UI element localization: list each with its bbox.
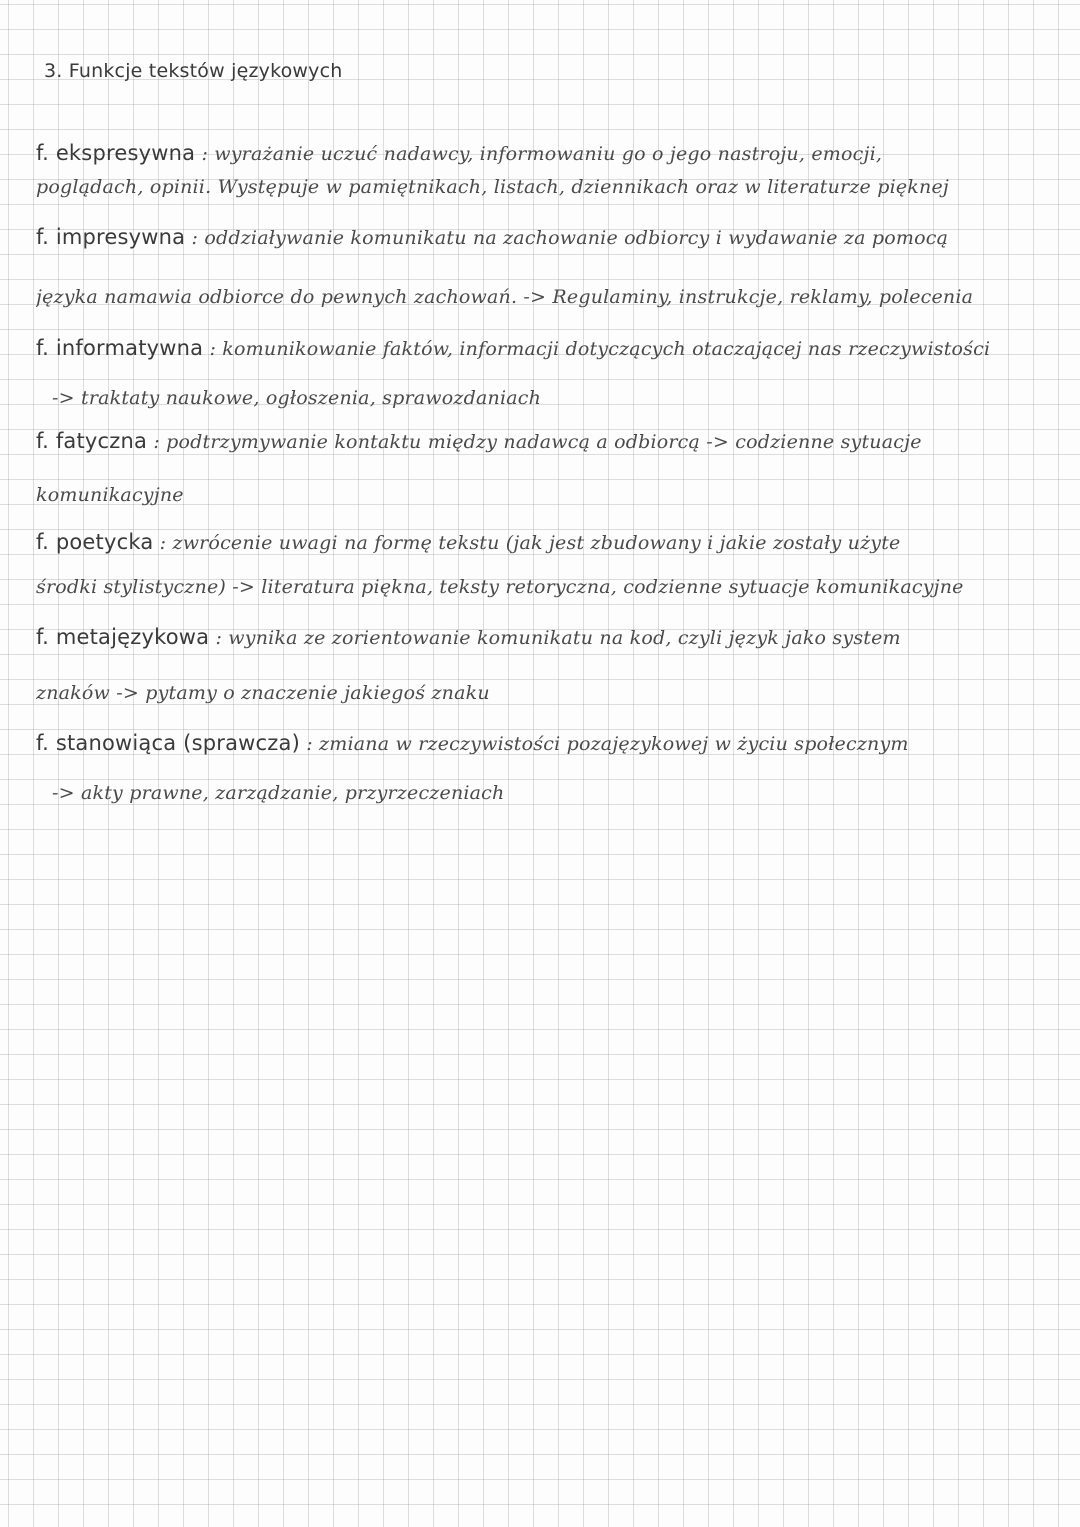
function-term: f. fatyczna <box>36 429 148 453</box>
function-metajezykowa-line-1 <box>36 624 1046 651</box>
function-impresywna-line-1 <box>36 224 1046 251</box>
function-definition: : komunikowanie faktów, informacji dotyczących otaczającej nas rzeczywistości <box>209 338 991 360</box>
function-definition: : wyrażanie uczuć nadawcy, informowaniu go o jego nastroju, emocji, <box>201 143 883 165</box>
function-impresywna-line-2: języka namawia odbiorce do pewnych zachowań. -> Regulaminy, instrukcje, reklamy, polecenia <box>36 286 974 308</box>
function-term: f. poetycka <box>36 530 154 554</box>
function-stanowiaca-line-2: -> akty prawne, zarządzanie, przyrzeczeniach <box>52 782 505 804</box>
function-term: f. informatywna <box>36 336 204 360</box>
function-poetycka-line-2: środki stylistyczne) -> literatura piękna, teksty retoryczna, codzienne sytuacje komunikacyjne <box>36 576 964 598</box>
function-term: f. impresywna <box>36 225 186 249</box>
function-definition: : zmiana w rzeczywistości pozajęzykowej w życiu społecznym <box>306 733 909 755</box>
function-term: f. ekspresywna <box>36 141 196 165</box>
function-ekspresywna-line-1 <box>36 140 1046 167</box>
function-poetycka-line-1 <box>36 529 1046 556</box>
function-term: f. metajęzykowa <box>36 625 210 649</box>
function-ekspresywna-line-2: poglądach, opinii. Występuje w pamiętnikach, listach, dziennikach oraz w literaturze pięknej <box>36 176 949 198</box>
function-term: f. stanowiąca (sprawcza) <box>36 731 300 755</box>
function-informatywna-line-2: -> traktaty naukowe, ogłoszenia, sprawozdaniach <box>52 387 542 409</box>
function-definition: : oddziaływanie komunikatu na zachowanie odbiorcy i wydawanie za pomocą <box>191 227 949 249</box>
function-informatywna-line-1 <box>36 335 1046 362</box>
function-stanowiaca-line-1 <box>36 730 1046 757</box>
page-title: 3. Funkcje tekstów językowych <box>44 60 343 82</box>
function-definition: : zwrócenie uwagi na formę tekstu (jak jest zbudowany i jakie zostały użyte <box>159 532 901 554</box>
function-definition: : wynika ze zorientowanie komunikatu na kod, czyli język jako system <box>215 627 901 649</box>
function-fatyczna-line-2: komunikacyjne <box>36 484 184 506</box>
function-definition: : podtrzymywanie kontaktu między nadawcą a odbiorcą -> codzienne sytuacje <box>153 431 922 453</box>
function-fatyczna-line-1 <box>36 428 1046 455</box>
function-metajezykowa-line-2: znaków -> pytamy o znaczenie jakiegoś znaku <box>36 682 490 704</box>
